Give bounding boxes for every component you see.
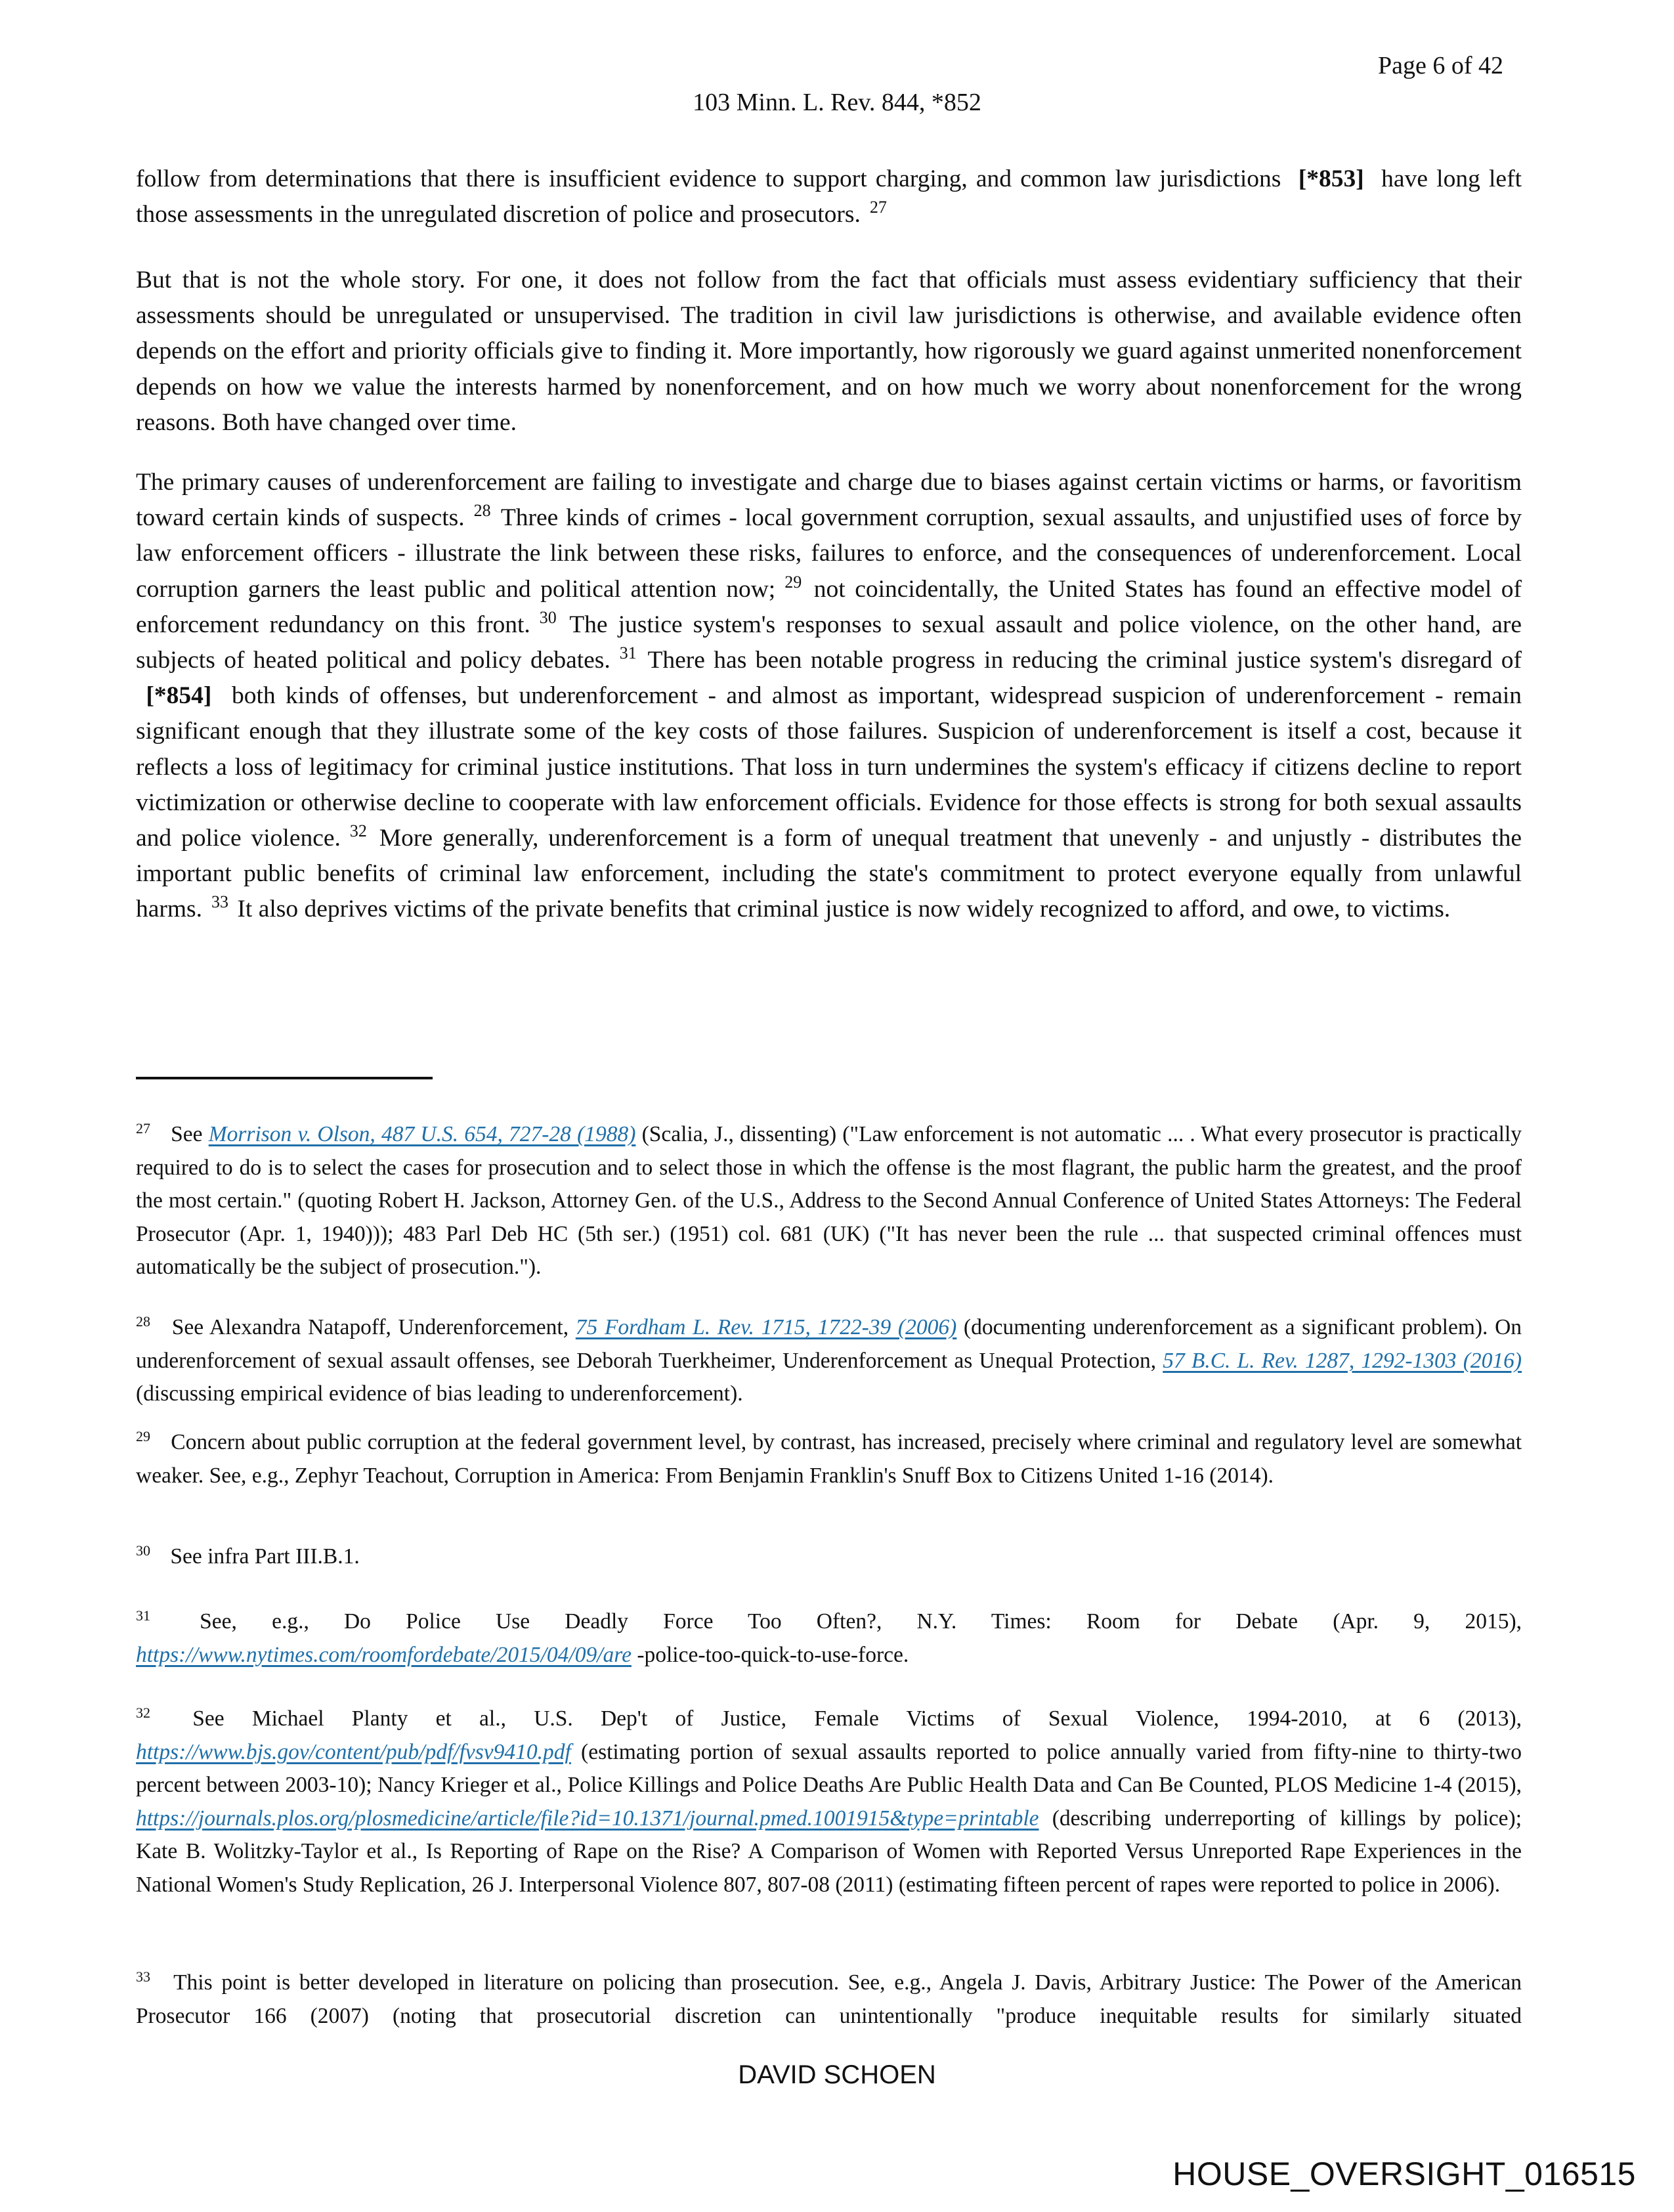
footnote-31 bbox=[136, 1605, 1522, 1672]
footnote-text: (discussing empirical evidence of bias leading to underenforcement). bbox=[136, 1381, 743, 1406]
footnote-text: Concern about public corruption at the federal government level, by contrast, has increased, precisely where criminal and regulatory level are somewhat weaker. See, e.g., Zephyr Teachout, Corruption in America: From Benjamin Franklin's Snuff Box to Citizens United 1-16 (2014). bbox=[136, 1430, 1522, 1488]
footnote-text: (estimating portion of sexual assaults reported to police annually varied from fifty-nine to thirty-two percent between 2003-10); Nancy Krieger et al., Police Killings and Police Deaths Are Public Health Data and Can Be Counted, PLOS Medicine 1-4 (2015), bbox=[136, 1739, 1522, 1797]
footnote-text: This point is better developed in literature on policing than prosecution. See, e.g., Angela J. Davis, Arbitrary Justice: The Power of the American Prosecutor 166 (2007) (noting that prosecutorial discretion can unintentionally "produce inequitable results for similarly situated bbox=[136, 1970, 1522, 2028]
citation-link-morrison-v-olson[interactable]: Morrison v. Olson, 487 U.S. 654, 727-28 (1988) bbox=[208, 1122, 636, 1146]
body-text: both kinds of offenses, but underenforcement - and almost as important, widespread suspicion of underenforcement - remain significant enough that they illustrate some of the key costs of those failures. Suspicion of underenforcement is itself a cost, because it reflects a loss of legitimacy for criminal justice institutions. That loss in turn undermines the system's efficacy if citizens decline to report victimization or otherwise decline to cooperate with law enforcement officials. Evidence for those effects is strong for both sexual assaults and police violence. bbox=[136, 682, 1522, 852]
footnote-text: -police-too-quick-to-use-force. bbox=[637, 1642, 909, 1667]
footer-author: DAVID SCHOEN bbox=[738, 2060, 936, 2089]
body-text: The primary causes of underenforcement are failing to investigate and charge due to biases against certain victims or harms, or favoritism toward certain kinds of suspects. bbox=[136, 469, 1522, 532]
body-text: The justice system's responses to sexual assault and police violence, on the other hand, are subjects of heated political and policy debates. bbox=[136, 611, 1522, 674]
body-text: Three kinds of crimes - local government corruption, sexual assaults, and unjustified uses of force by law enforcement officers - illustrate the link between these risks, failures to enforce, and the consequences of underenforcement. Local corruption garners the least public and political attention now; bbox=[136, 504, 1522, 603]
footnote-29 bbox=[136, 1426, 1522, 1492]
footnote-text: See, e.g., Do Police Use Deadly Force Too Often?, N.Y. Times: Room for Debate (Apr. 9, 2015), bbox=[200, 1609, 1522, 1634]
body-text: not coincidentally, the United States has found an effective model of enforcement redundancy on this front. bbox=[136, 575, 1522, 638]
footnote-ref-28[interactable]: 28 bbox=[473, 501, 491, 521]
star-page-marker: [*854] bbox=[146, 682, 212, 710]
body-text: But that is not the whole story. For one, it does not follow from the fact that officials must assess evidentiary sufficiency that their assessments should be unregulated or unsupervised. The tradition in civil law jurisdictions is otherwise, and available evidence often depends on the effort and priority officials give to finding it. More importantly, how rigorously we guard against unmerited nonenforcement depends on how we value the interests harmed by nonenforcement, and on how much we worry about nonenforcement for the wrong reasons. Both have changed over time. bbox=[136, 267, 1522, 436]
footnote-text: See Alexandra Natapoff, Underenforcement, bbox=[171, 1315, 569, 1339]
footnote-number: 31 bbox=[136, 1607, 150, 1624]
footnote-text: See Michael Planty et al., U.S. Dep't of Justice, Female Victims of Sexual Violence, 1994-2010, at 6 (2013), bbox=[192, 1706, 1522, 1731]
footnote-text: See bbox=[171, 1122, 203, 1146]
footnote-number: 30 bbox=[136, 1542, 150, 1559]
bates-number: HOUSE_OVERSIGHT_016515 bbox=[1172, 2156, 1636, 2192]
footnote-28 bbox=[136, 1311, 1522, 1411]
footnote-30 bbox=[136, 1540, 1522, 1574]
body-text: follow from determinations that there is insufficient evidence to support charging, and common law jurisdictions bbox=[136, 165, 1281, 192]
page-indicator: Page 6 of 42 bbox=[1377, 52, 1503, 79]
footnote-27 bbox=[136, 1118, 1522, 1284]
footnote-number: 32 bbox=[136, 1704, 150, 1721]
footnote-text: See infra Part III.B.1. bbox=[170, 1544, 360, 1569]
citation-link-bc-l-rev[interactable]: 57 B.C. L. Rev. 1287, 1292-1303 (2016) bbox=[1163, 1348, 1522, 1373]
footnote-32 bbox=[136, 1702, 1522, 1901]
body-text: It also deprives victims of the private benefits that criminal justice is now widely recognized to afford, and owe, to victims. bbox=[237, 896, 1451, 923]
body-text: have long left those assessments in the unregulated discretion of police and prosecutors. bbox=[136, 165, 1522, 228]
footnote-number: 33 bbox=[136, 1968, 150, 1985]
body-paragraph-2 bbox=[136, 263, 1522, 441]
footnote-number: 28 bbox=[136, 1313, 150, 1330]
footnote-33 bbox=[136, 1966, 1522, 2033]
body-text: More generally, underenforcement is a form of unequal treatment that unevenly - and unjustly - distributes the important public benefits of criminal law enforcement, including the state's commitment to protect everyone equally from unlawful harms. bbox=[136, 825, 1522, 923]
citation-link-nytimes[interactable]: https://www.nytimes.com/roomfordebate/2015/04/09/are bbox=[136, 1642, 632, 1667]
body-text: There has been notable progress in reducing the criminal justice system's disregard of bbox=[647, 647, 1522, 674]
footnote-number: 29 bbox=[136, 1428, 150, 1444]
running-head-citation: 103 Minn. L. Rev. 844, *852 bbox=[693, 89, 981, 116]
footnote-ref-27[interactable]: 27 bbox=[869, 198, 887, 217]
citation-link-bjs-gov[interactable]: https://www.bjs.gov/content/pub/pdf/fvsv9410.pdf bbox=[136, 1739, 571, 1764]
body-paragraph-1 bbox=[136, 162, 1522, 232]
footnote-ref-32[interactable]: 32 bbox=[349, 821, 367, 841]
citation-link-fordham-l-rev[interactable]: 75 Fordham L. Rev. 1715, 1722-39 (2006) bbox=[575, 1315, 957, 1339]
footnote-text: (describing underreporting of killings by police); Kate B. Wolitzky-Taylor et al., Is Reporting of Rape on the Rise? A Comparison of Women with Reported Versus Unreported Rape Experiences in the National Women's Study Replication, 26 J. Interpersonal Violence 807, 807-08 (2011) (estimating fifteen percent of rapes were reported to police in 2006). bbox=[136, 1806, 1522, 1897]
footnote-ref-31[interactable]: 31 bbox=[619, 643, 637, 663]
footnote-text: (Scalia, J., dissenting) ("Law enforcement is not automatic ... . What every prosecutor is practically required to do is to select the cases for prosecution and to select those in which the offense is the most flagrant, the public harm the greatest, and the proof the most certain." (quoting Robert H. Jackson, Attorney Gen. of the U.S., Address to the Second Annual Conference of United States Attorneys: The Federal Prosecutor (Apr. 1, 1940))); 483 Parl Deb HC (5th ser.) (1951) col. 681 (UK) ("It has never been the rule ... that suspected criminal offences must automatically be the subject of prosecution."). bbox=[136, 1122, 1522, 1279]
footnote-number: 27 bbox=[136, 1120, 150, 1137]
star-page-marker: [*853] bbox=[1298, 165, 1364, 192]
body-paragraph-3 bbox=[136, 465, 1522, 928]
footnote-ref-30[interactable]: 30 bbox=[539, 607, 557, 627]
citation-link-plos[interactable]: https://journals.plos.org/plosmedicine/article/file?id=10.1371/journal.pmed.1001915&type=printable bbox=[136, 1806, 1039, 1831]
footnote-ref-33[interactable]: 33 bbox=[211, 892, 229, 912]
footnote-ref-29[interactable]: 29 bbox=[784, 572, 802, 592]
footnote-text: (documenting underenforcement as a significant problem). On underenforcement of sexual assault offenses, see Deborah Tuerkheimer, Underenforcement as Unequal Protection, bbox=[136, 1315, 1522, 1373]
footnote-separator bbox=[136, 1077, 433, 1079]
